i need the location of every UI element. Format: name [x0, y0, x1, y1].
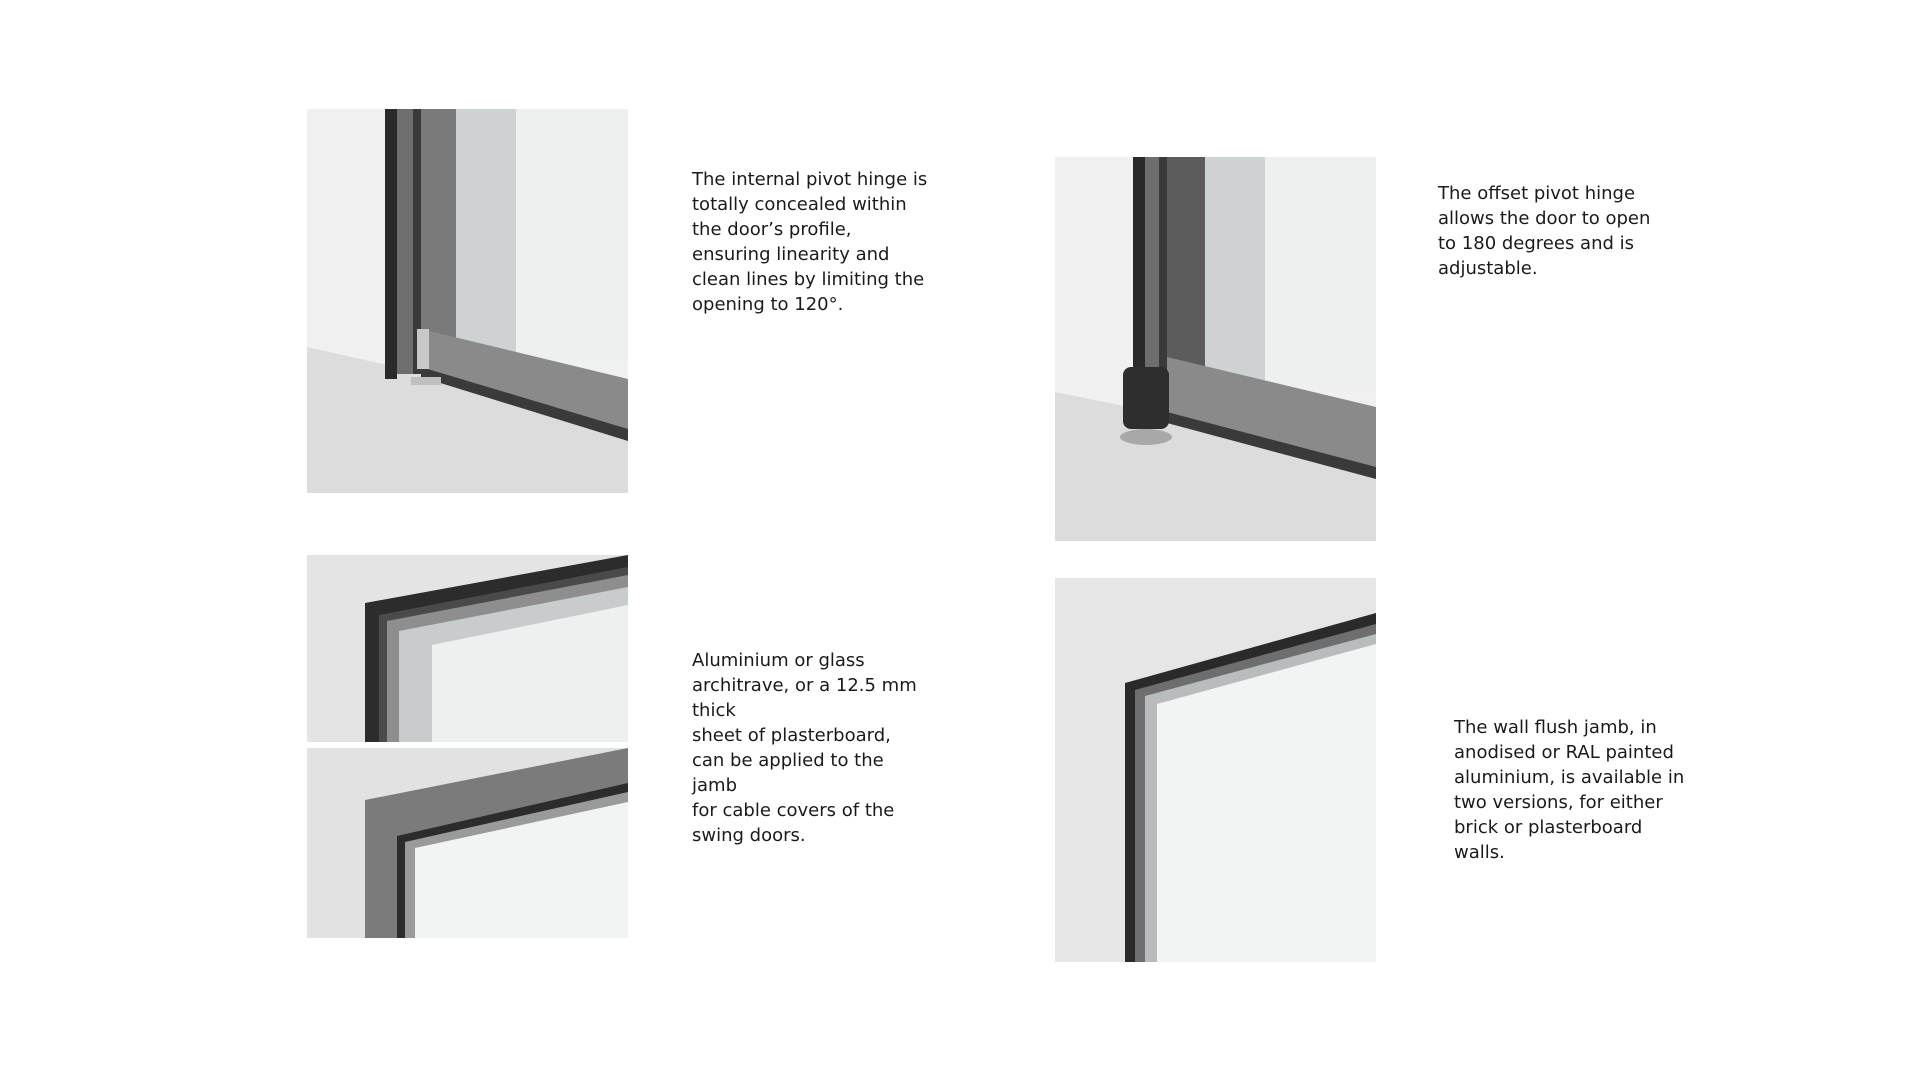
architrave-caption: Aluminium or glass architrave, or a 12.5 mm thick sheet of plasterboard, can be applied to the jamb for cable covers of the swing doors. [692, 650, 917, 846]
architrave-photo-bottom [307, 748, 628, 938]
wall-flush-jamb-photo [1055, 578, 1376, 962]
offset-pivot-hinge-photo [1055, 157, 1376, 541]
internal-pivot-hinge-photo [307, 109, 628, 493]
offset-pivot-hinge-caption: The offset pivot hinge allows the door to open to 180 degrees and is adjustable. [1438, 183, 1651, 279]
internal-pivot-hinge-caption: The internal pivot hinge is totally concealed within the door’s profile, ensuring linearity and clean lines by limiting the opening to 120°. [692, 169, 928, 315]
wall-flush-jamb-caption: The wall flush jamb, in anodised or RAL painted aluminium, is available in two versions, for either brick or plasterboard walls. [1454, 717, 1685, 863]
architrave-photo-top [307, 555, 628, 742]
